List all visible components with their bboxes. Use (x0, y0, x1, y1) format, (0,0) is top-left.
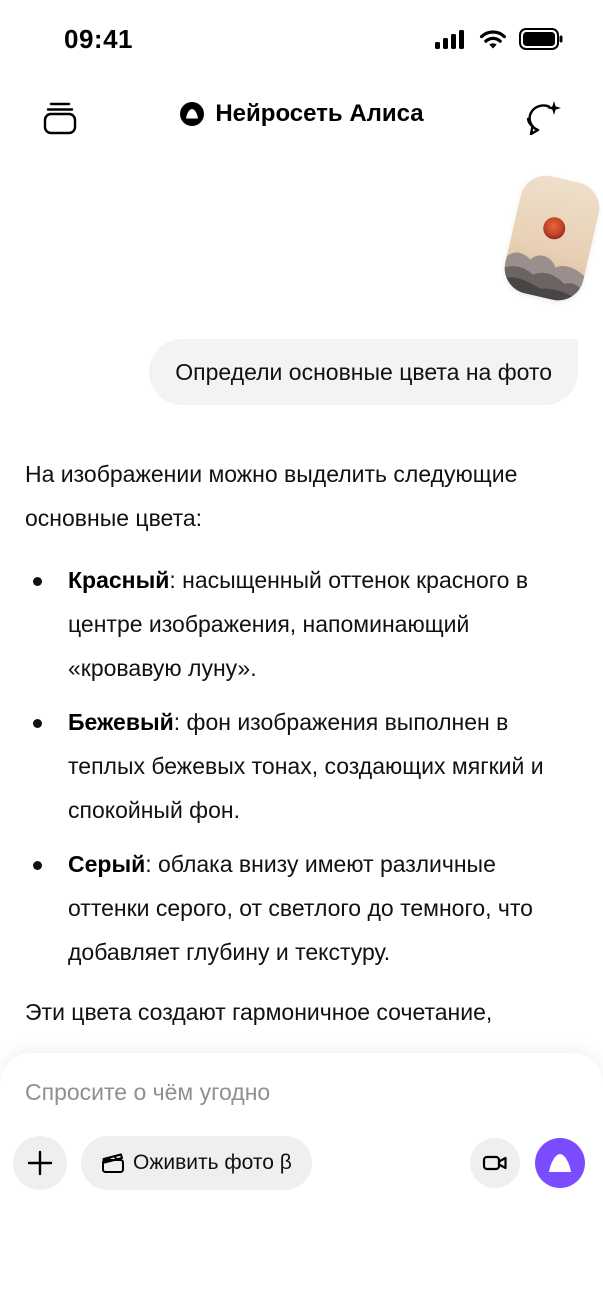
header-title-group (0, 100, 603, 128)
image-attachment[interactable] (500, 171, 603, 306)
status-icons (435, 28, 563, 50)
page-title: Нейросеть Алиса (215, 100, 424, 127)
color-list (25, 558, 565, 974)
list-item-term: Бежевый (68, 709, 174, 735)
header (0, 90, 603, 146)
prompt-input[interactable]: Спросите о чём угодно (25, 1079, 271, 1105)
answer-outro: Эти цвета создают гармоничное сочетание, (25, 999, 493, 1025)
alice-logo-icon (179, 101, 205, 127)
list-item-term: Серый (68, 851, 146, 877)
user-message-bubble (149, 339, 578, 405)
bullet (33, 861, 42, 870)
add-attachment-button[interactable] (13, 1136, 67, 1190)
revive-photo-button[interactable] (81, 1136, 312, 1190)
composer-panel (0, 1053, 603, 1305)
assistant-message (25, 452, 565, 1034)
clapperboard-icon (101, 1152, 125, 1174)
wifi-icon (479, 29, 507, 50)
alice-voice-button[interactable] (535, 1138, 585, 1188)
list-item (25, 558, 565, 690)
bullet (33, 577, 42, 586)
plus-icon (27, 1150, 53, 1176)
list-item-text: : облака внизу имеют различные оттенки серого, от светлого до темного, что добавляет глубину и текстуру. (68, 851, 533, 965)
list-item-text: : насыщенный оттенок красного в центре изображения, напоминающий «кровавую луну». (68, 567, 529, 681)
cellular-signal-icon (435, 29, 467, 49)
revive-photo-label: Оживить фото β (133, 1151, 292, 1174)
battery-icon (519, 28, 563, 50)
new-chat-sparkle-icon (523, 99, 563, 137)
list-item (25, 700, 565, 832)
video-camera-icon (482, 1154, 508, 1172)
status-time: 09:41 (64, 24, 133, 54)
answer-intro: На изображении можно выделить следующие основные цвета: (25, 461, 518, 531)
attached-photo (500, 171, 603, 306)
list-item (25, 842, 565, 974)
bullet (33, 719, 42, 728)
list-item-text: : фон изображения выполнен в теплых бежевых тонах, создающих мягкий и спокойный фон. (68, 709, 544, 823)
list-item-term: Красный (68, 567, 170, 593)
status-bar (0, 0, 603, 80)
alice-voice-icon (547, 1152, 573, 1174)
new-chat-button[interactable] (519, 94, 567, 142)
user-message-text: Определи основные цвета на фото (175, 358, 552, 385)
video-call-button[interactable] (470, 1138, 520, 1188)
